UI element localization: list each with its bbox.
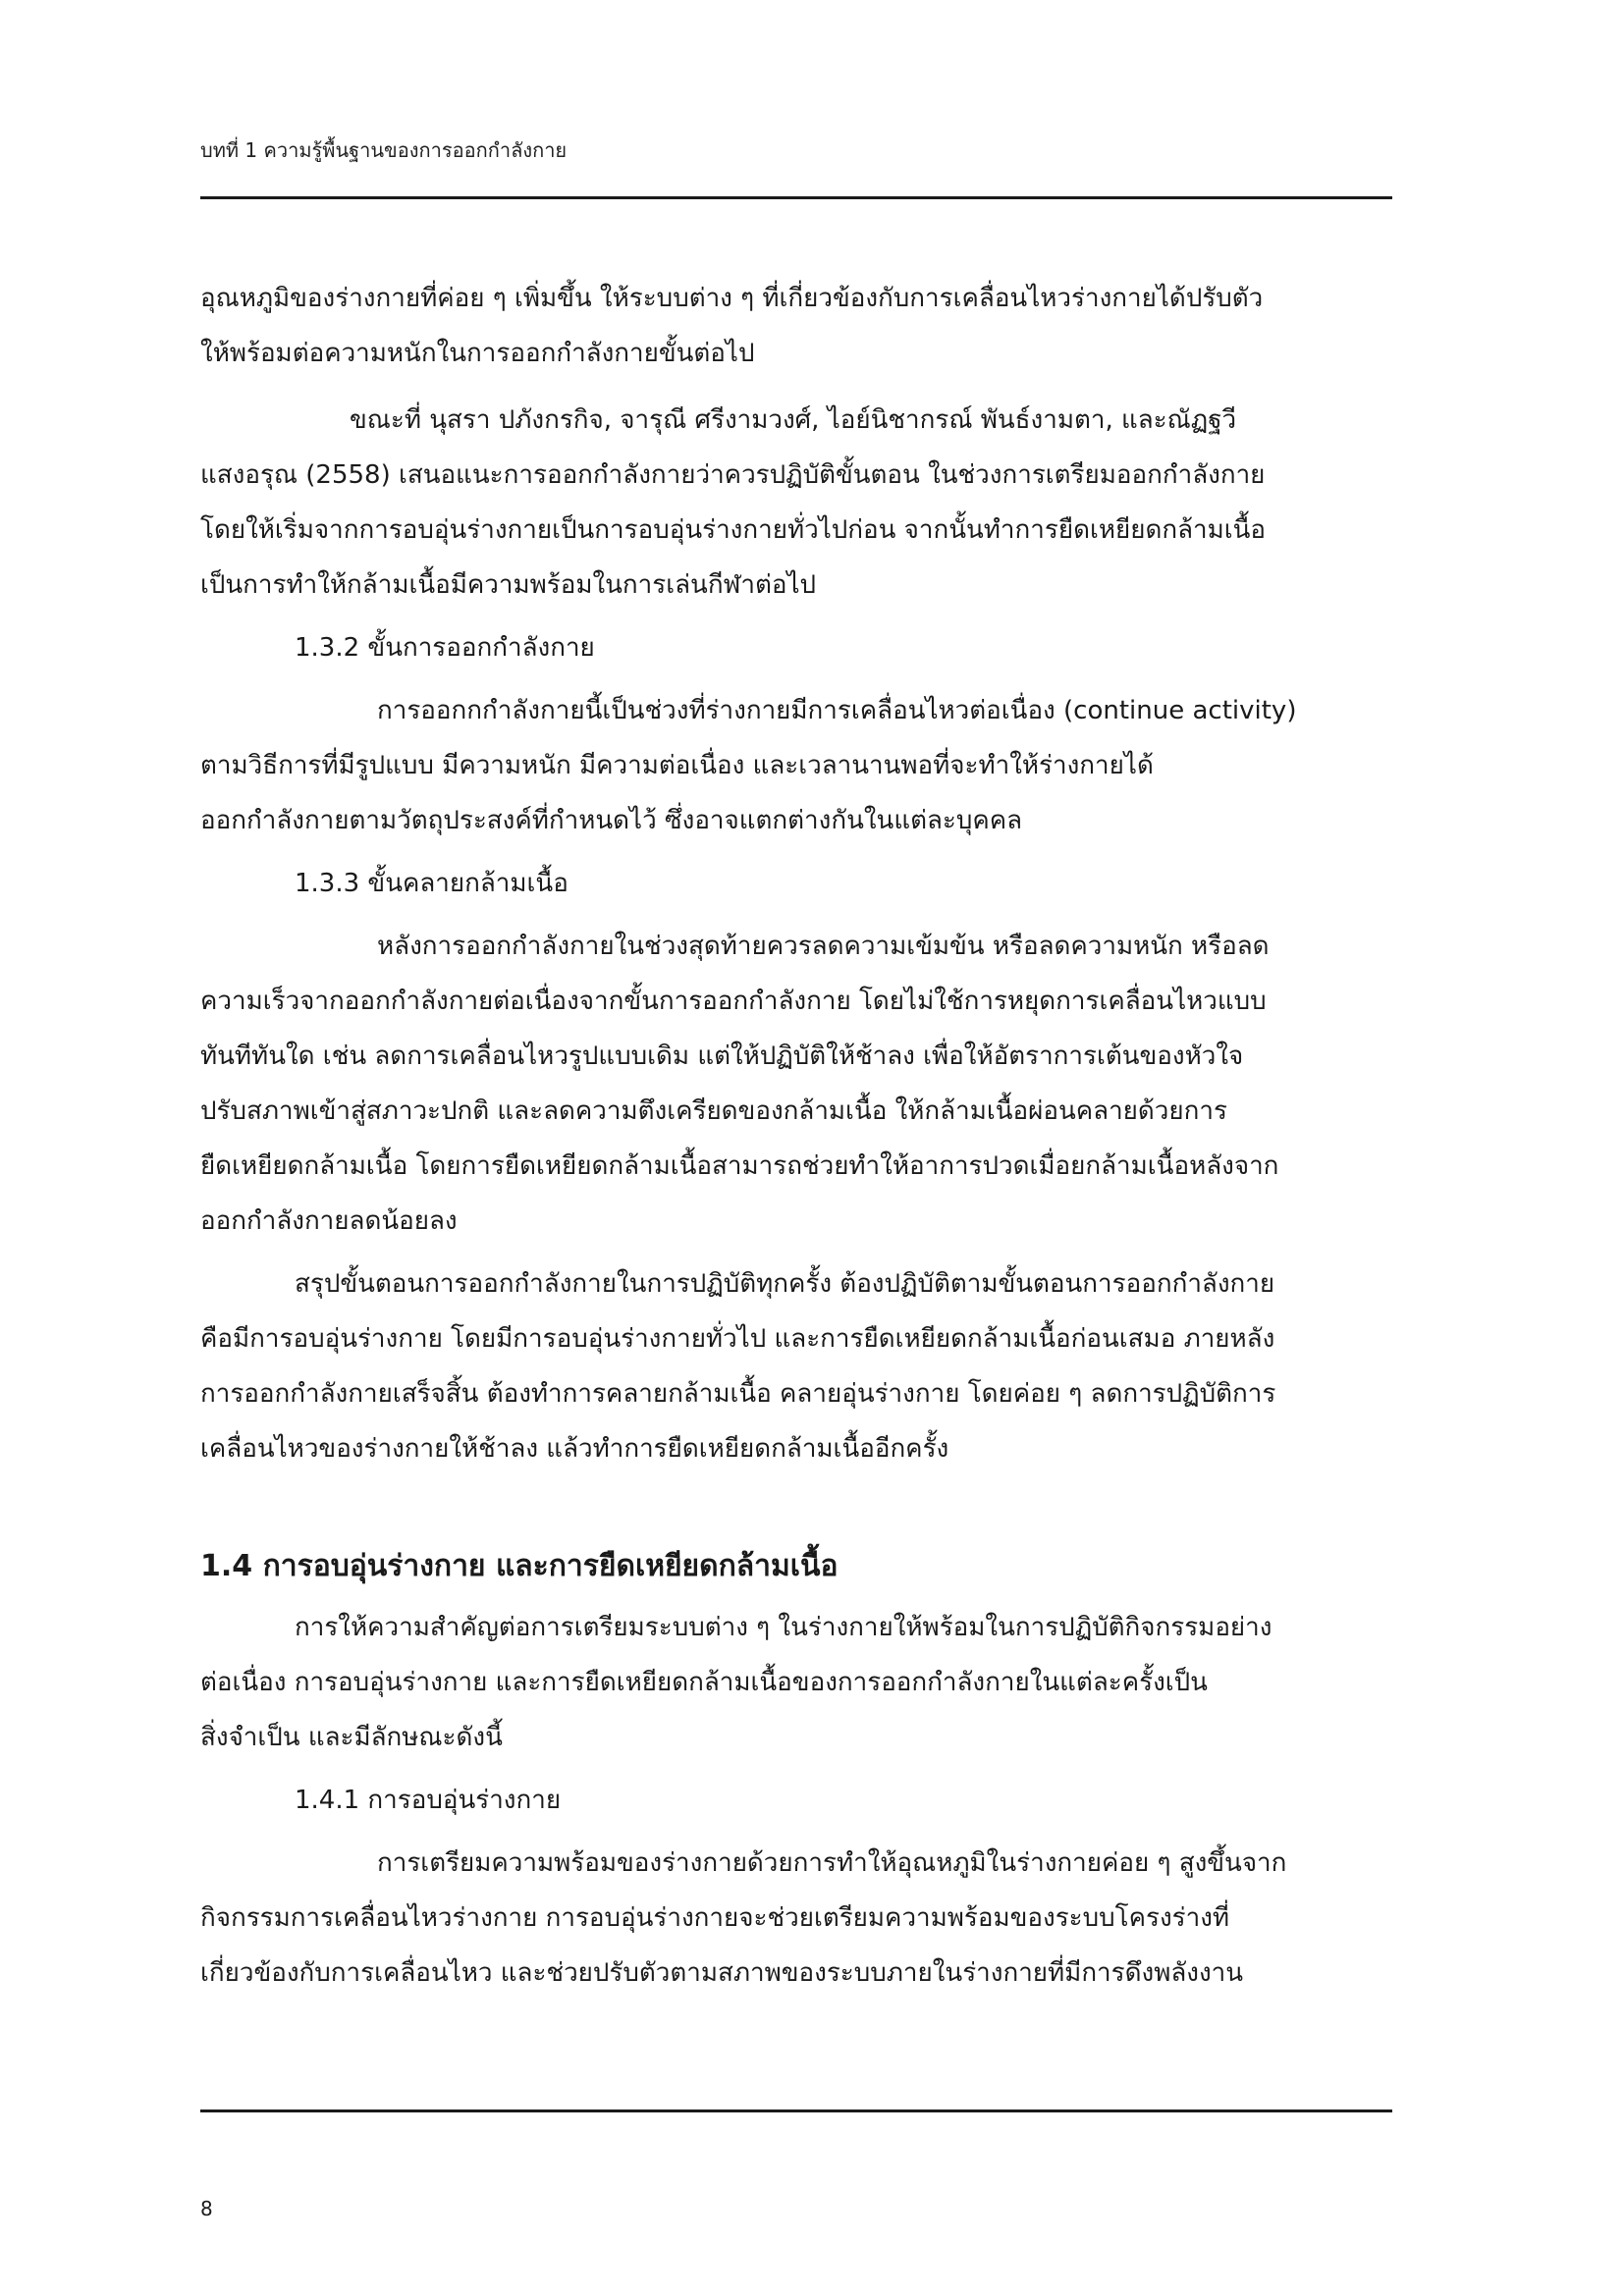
text-line: ตามวิธีการที่มีรูปแบบ มีความหนัก มีความต่อเนื่อง และเวลานานพอที่จะทำให้ร่างกายได้ <box>200 751 1154 780</box>
text-line: เป็นการทำให้กล้ามเนื้อมีความพร้อมในการเล่นกีฬาต่อไป <box>200 570 817 600</box>
text-line: ทันทีทันใด เช่น ลดการเคลื่อนไหวรูปแบบเดิม แต่ให้ปฏิบัติให้ช้าลง เพื่อให้อัตราการเต้นของหัวใจ <box>200 1041 1244 1071</box>
text-line: ขณะที่ นุสรา ปภังกรกิจ, จารุณี ศรีงามวงศ์, ไอย์นิชากรณ์ พันธ์งามตา, และณัฏฐวี <box>350 405 1237 435</box>
text-line: ความเร็วจากออกกำลังกายต่อเนื่องจากขั้นการออกกำลังกาย โดยไม่ใช้การหยุดการเคลื่อนไหวแบบ <box>200 987 1267 1016</box>
text-line: การให้ความสำคัญต่อการเตรียมระบบต่าง ๆ ในร่างกายให้พร้อมในการปฏิบัติกิจกรรมอย่าง <box>295 1613 1272 1642</box>
text-line: สิ่งจำเป็น และมีลักษณะดังนี้ <box>200 1723 503 1752</box>
text-line: ให้พร้อมต่อความหนักในการออกกำลังกายขั้นต่อไป <box>200 339 755 368</box>
subsection-heading: 1.4.1 การอบอุ่นร่างกาย <box>295 1786 562 1815</box>
subsection-heading: 1.3.2 ขั้นการออกกำลังกาย <box>295 633 595 663</box>
text-line: แสงอรุณ (2558) เสนอแนะการออกกำลังกายว่าควรปฏิบัติขั้นตอน ในช่วงการเตรียมออกกำลังกาย <box>200 460 1266 490</box>
text-line: ปรับสภาพเข้าสู่สภาวะปกติ และลดความตึงเครียดของกล้ามเนื้อ ให้กล้ามเนื้อผ่อนคลายด้วยการ <box>200 1096 1227 1126</box>
text-line: การออกกกำลังกายนี้เป็นช่วงที่ร่างกายมีการเคลื่อนไหวต่อเนื่อง (continue activity) <box>377 696 1297 725</box>
text-line: เกี่ยวข้องกับการเคลื่อนไหว และช่วยปรับตัวตามสภาพของระบบภายในร่างกายที่มีการดึงพลังงาน <box>200 1958 1244 1988</box>
text-line: เคลื่อนไหวของร่างกายให้ช้าลง แล้วทำการยืดเหยียดกล้ามเนื้ออีกครั้ง <box>200 1434 949 1464</box>
page-body <box>200 271 1343 2001</box>
section-heading: 1.4 การอบอุ่นร่างกาย และการยืดเหยียดกล้ามเนื้อ <box>200 1549 839 1583</box>
text-line: การออกกำลังกายเสร็จสิ้น ต้องทำการคลายกล้ามเนื้อ คลายอุ่นร่างกาย โดยค่อย ๆ ลดการปฏิบัติการ <box>200 1379 1276 1409</box>
text-line: สรุปขั้นตอนการออกกำลังกายในการปฏิบัติทุกครั้ง ต้องปฏิบัติตามขั้นตอนการออกกำลังกาย <box>295 1269 1275 1299</box>
text-line: โดยให้เริ่มจากการอบอุ่นร่างกายเป็นการอบอุ่นร่างกายทั่วไปก่อน จากนั้นทำการยืดเหยียดกล้ามเนื้อ <box>200 515 1267 545</box>
running-header: บทที่ 1 ความรู้พื้นฐานของการออกกำลังกาย <box>200 138 568 162</box>
subsection-heading: 1.3.3 ขั้นคลายกล้ามเนื้อ <box>295 869 568 898</box>
text-line: กิจกรรมการเคลื่อนไหวร่างกาย การอบอุ่นร่างกายจะช่วยเตรียมความพร้อมของระบบโครงร่างที่ <box>200 1903 1230 1933</box>
text-line: ออกกำลังกายลดน้อยลง <box>200 1206 458 1236</box>
text-line: หลังการออกกำลังกายในช่วงสุดท้ายควรลดความเข้มข้น หรือลดความหนัก หรือลด <box>377 932 1270 961</box>
text-line: อุณหภูมิของร่างกายที่ค่อย ๆ เพิ่มขึ้น ให้ระบบต่าง ๆ ที่เกี่ยวข้องกับการเคลื่อนไหวร่างกายได้ปรับตัว <box>200 284 1264 313</box>
text-line: การเตรียมความพร้อมของร่างกายด้วยการทำให้อุณหภูมิในร่างกายค่อย ๆ สูงขึ้นจาก <box>377 1848 1287 1878</box>
text-line: ออกกำลังกายตามวัตถุประสงค์ที่กำหนดไว้ ซึ่งอาจแตกต่างกันในแต่ละบุคคล <box>200 806 1023 835</box>
text-line: ยืดเหยียดกล้ามเนื้อ โดยการยืดเหยียดกล้ามเนื้อสามารถช่วยทำให้อาการปวดเมื่อยกล้ามเนื้อหลังจาก <box>200 1151 1279 1181</box>
footer-rule <box>200 2109 1392 2112</box>
page-number: 8 <box>200 2197 213 2220</box>
header-rule <box>200 196 1392 199</box>
text-line: คือมีการอบอุ่นร่างกาย โดยมีการอบอุ่นร่างกายทั่วไป และการยืดเหยียดกล้ามเนื้อก่อนเสมอ ภายหลัง <box>200 1324 1275 1354</box>
text-line: ต่อเนื่อง การอบอุ่นร่างกาย และการยืดเหยียดกล้ามเนื้อของการออกกำลังกายในแต่ละครั้งเป็น <box>200 1668 1208 1697</box>
